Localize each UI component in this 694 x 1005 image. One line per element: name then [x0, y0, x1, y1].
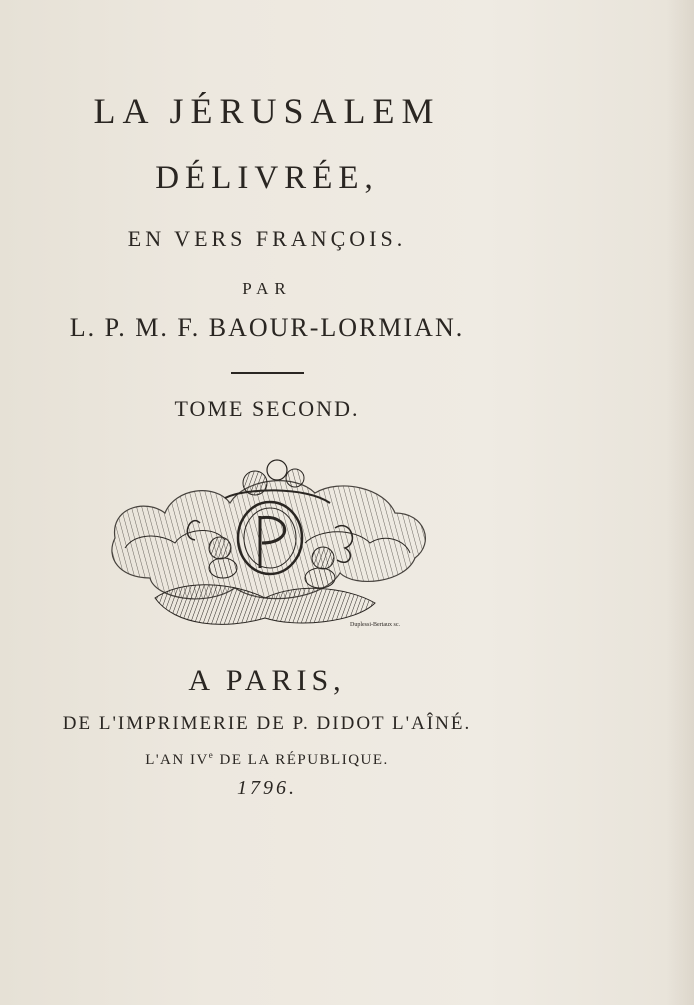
- volume-label: TOME SECOND.: [174, 396, 360, 421]
- imprint-year: 1796.: [237, 777, 297, 799]
- page-gutter-shadow: [666, 0, 694, 1005]
- year-label-pre: L'AN IV: [145, 752, 209, 768]
- imprint-printer: DE L'IMPRIMERIE DE P. DIDOT L'AÎNÉ.: [62, 713, 472, 734]
- year-label-sup: e: [208, 750, 215, 760]
- engraver-signature: Duplessi-Bertaux sc.: [350, 622, 400, 628]
- author-name: L. P. M. F. BAOUR-LORMIAN.: [69, 313, 465, 342]
- imprint-republic-year: [0, 750, 534, 769]
- divider-rule: [231, 372, 304, 374]
- year-label-post: DE LA RÉPUBLIQUE.: [214, 752, 389, 768]
- author-by: PAR: [242, 279, 292, 298]
- title-line-1: LA JÉRUSALEM: [93, 91, 441, 131]
- title-line-3: EN VERS FRANÇOIS.: [127, 226, 407, 251]
- engraved-vignette-icon: [105, 448, 435, 643]
- title-line-2: DÉLIVRÉE,: [155, 160, 379, 196]
- imprint-place: A PARIS,: [188, 664, 346, 697]
